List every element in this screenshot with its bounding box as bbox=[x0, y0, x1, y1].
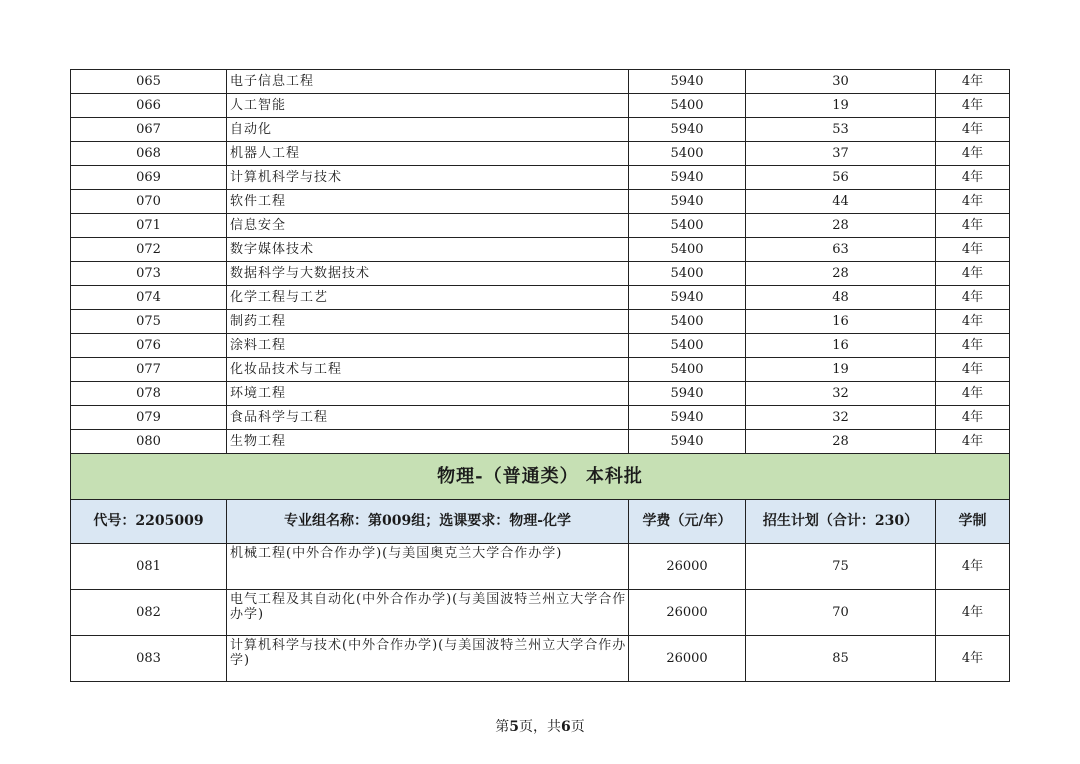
tuition-fee: 5940 bbox=[629, 70, 746, 94]
major-name: 软件工程 bbox=[227, 190, 629, 214]
table-body-top bbox=[71, 70, 1010, 454]
major-code: 076 bbox=[71, 334, 227, 358]
tuition-fee: 5400 bbox=[629, 238, 746, 262]
section-row bbox=[71, 454, 1010, 500]
table-row bbox=[71, 406, 1010, 430]
table-row bbox=[71, 142, 1010, 166]
table-row bbox=[71, 190, 1010, 214]
enrollment-plan: 28 bbox=[746, 430, 936, 454]
major-code: 082 bbox=[71, 590, 227, 636]
tuition-fee: 5400 bbox=[629, 334, 746, 358]
major-name: 计算机科学与技术 bbox=[227, 166, 629, 190]
study-length: 4年 bbox=[936, 238, 1010, 262]
tuition-fee: 5400 bbox=[629, 94, 746, 118]
study-length: 4年 bbox=[936, 70, 1010, 94]
study-length: 4年 bbox=[936, 94, 1010, 118]
enrollment-plan: 32 bbox=[746, 406, 936, 430]
table-section bbox=[71, 454, 1010, 544]
study-length: 4年 bbox=[936, 590, 1010, 636]
major-name: 信息安全 bbox=[227, 214, 629, 238]
table-row bbox=[71, 334, 1010, 358]
tuition-fee: 5400 bbox=[629, 142, 746, 166]
table-body-bottom bbox=[71, 544, 1010, 682]
major-name: 数字媒体技术 bbox=[227, 238, 629, 262]
study-length: 4年 bbox=[936, 262, 1010, 286]
group-code-header: 代号：2205009 bbox=[71, 500, 227, 544]
major-name: 食品科学与工程 bbox=[227, 406, 629, 430]
enrollment-plan: 16 bbox=[746, 310, 936, 334]
study-length: 4年 bbox=[936, 406, 1010, 430]
fee-header: 学费（元/年） bbox=[629, 500, 746, 544]
tuition-fee: 5400 bbox=[629, 310, 746, 334]
study-length: 4年 bbox=[936, 334, 1010, 358]
major-name: 机械工程(中外合作办学)(与美国奥克兰大学合作办学) bbox=[227, 544, 629, 590]
enrollment-plan: 28 bbox=[746, 262, 936, 286]
tuition-fee: 5940 bbox=[629, 286, 746, 310]
table-row bbox=[71, 590, 1010, 636]
enrollment-plan: 32 bbox=[746, 382, 936, 406]
study-length: 4年 bbox=[936, 636, 1010, 682]
footer-suffix: 页 bbox=[570, 719, 585, 735]
major-code: 068 bbox=[71, 142, 227, 166]
table-row bbox=[71, 94, 1010, 118]
study-length: 4年 bbox=[936, 166, 1010, 190]
study-length: 4年 bbox=[936, 310, 1010, 334]
study-length: 4年 bbox=[936, 544, 1010, 590]
table-row bbox=[71, 166, 1010, 190]
tuition-fee: 26000 bbox=[629, 544, 746, 590]
major-name: 计算机科学与技术(中外合作办学)(与美国波特兰州立大学合作办学) bbox=[227, 636, 629, 682]
enrollment-plan: 63 bbox=[746, 238, 936, 262]
major-name: 化学工程与工艺 bbox=[227, 286, 629, 310]
tuition-fee: 5940 bbox=[629, 382, 746, 406]
enrollment-plan: 53 bbox=[746, 118, 936, 142]
table-row bbox=[71, 262, 1010, 286]
table-row bbox=[71, 430, 1010, 454]
enrollment-plan: 28 bbox=[746, 214, 936, 238]
tuition-fee: 5940 bbox=[629, 430, 746, 454]
major-name: 电气工程及其自动化(中外合作办学)(与美国波特兰州立大学合作办学) bbox=[227, 590, 629, 636]
enrollment-plan: 70 bbox=[746, 590, 936, 636]
tuition-fee: 5940 bbox=[629, 166, 746, 190]
enrollment-plan: 37 bbox=[746, 142, 936, 166]
enrollment-plan: 30 bbox=[746, 70, 936, 94]
major-code: 066 bbox=[71, 94, 227, 118]
major-code: 077 bbox=[71, 358, 227, 382]
tuition-fee: 5400 bbox=[629, 358, 746, 382]
table-row bbox=[71, 636, 1010, 682]
enrollment-table bbox=[70, 69, 1010, 682]
major-code: 079 bbox=[71, 406, 227, 430]
study-length: 4年 bbox=[936, 142, 1010, 166]
study-length: 4年 bbox=[936, 382, 1010, 406]
table-row bbox=[71, 358, 1010, 382]
enrollment-plan: 48 bbox=[746, 286, 936, 310]
study-length: 4年 bbox=[936, 118, 1010, 142]
enrollment-plan: 56 bbox=[746, 166, 936, 190]
enrollment-plan: 44 bbox=[746, 190, 936, 214]
tuition-fee: 5940 bbox=[629, 118, 746, 142]
group-name-header: 专业组名称：第009组；选课要求：物理-化学 bbox=[227, 500, 629, 544]
study-length: 4年 bbox=[936, 430, 1010, 454]
page-footer bbox=[0, 716, 1080, 736]
table-row bbox=[71, 118, 1010, 142]
tuition-fee: 5400 bbox=[629, 262, 746, 286]
study-length: 4年 bbox=[936, 358, 1010, 382]
group-header-row bbox=[71, 500, 1010, 544]
major-code: 080 bbox=[71, 430, 227, 454]
enrollment-plan: 16 bbox=[746, 334, 936, 358]
major-name: 环境工程 bbox=[227, 382, 629, 406]
table-row bbox=[71, 382, 1010, 406]
study-length: 4年 bbox=[936, 286, 1010, 310]
major-code: 074 bbox=[71, 286, 227, 310]
major-name: 化妆品技术与工程 bbox=[227, 358, 629, 382]
major-code: 072 bbox=[71, 238, 227, 262]
tuition-fee: 5940 bbox=[629, 190, 746, 214]
table-row bbox=[71, 310, 1010, 334]
study-length: 4年 bbox=[936, 190, 1010, 214]
table-row bbox=[71, 238, 1010, 262]
tuition-fee: 5400 bbox=[629, 214, 746, 238]
major-code: 065 bbox=[71, 70, 227, 94]
footer-page-number: 5 bbox=[509, 719, 519, 735]
major-code: 070 bbox=[71, 190, 227, 214]
major-code: 067 bbox=[71, 118, 227, 142]
study-length: 4年 bbox=[936, 214, 1010, 238]
major-name: 数据科学与大数据技术 bbox=[227, 262, 629, 286]
table-row bbox=[71, 544, 1010, 590]
tuition-fee: 26000 bbox=[629, 636, 746, 682]
major-code: 071 bbox=[71, 214, 227, 238]
major-code: 069 bbox=[71, 166, 227, 190]
enrollment-plan: 19 bbox=[746, 358, 936, 382]
footer-prefix: 第 bbox=[495, 719, 510, 735]
enrollment-plan: 85 bbox=[746, 636, 936, 682]
table-row bbox=[71, 214, 1010, 238]
major-code: 083 bbox=[71, 636, 227, 682]
major-code: 078 bbox=[71, 382, 227, 406]
length-header: 学制 bbox=[936, 500, 1010, 544]
section-title: 物理-（普通类） 本科批 bbox=[71, 454, 1010, 500]
major-code: 075 bbox=[71, 310, 227, 334]
major-name: 人工智能 bbox=[227, 94, 629, 118]
table-row bbox=[71, 286, 1010, 310]
major-name: 涂料工程 bbox=[227, 334, 629, 358]
table-row bbox=[71, 70, 1010, 94]
major-name: 生物工程 bbox=[227, 430, 629, 454]
footer-total-pages: 6 bbox=[561, 719, 571, 735]
plan-header: 招生计划（合计：230） bbox=[746, 500, 936, 544]
tuition-fee: 5940 bbox=[629, 406, 746, 430]
major-code: 081 bbox=[71, 544, 227, 590]
enrollment-plan: 19 bbox=[746, 94, 936, 118]
major-name: 自动化 bbox=[227, 118, 629, 142]
major-name: 机器人工程 bbox=[227, 142, 629, 166]
major-name: 电子信息工程 bbox=[227, 70, 629, 94]
footer-middle: 页，共 bbox=[519, 719, 561, 735]
enrollment-plan: 75 bbox=[746, 544, 936, 590]
tuition-fee: 26000 bbox=[629, 590, 746, 636]
major-name: 制药工程 bbox=[227, 310, 629, 334]
major-code: 073 bbox=[71, 262, 227, 286]
